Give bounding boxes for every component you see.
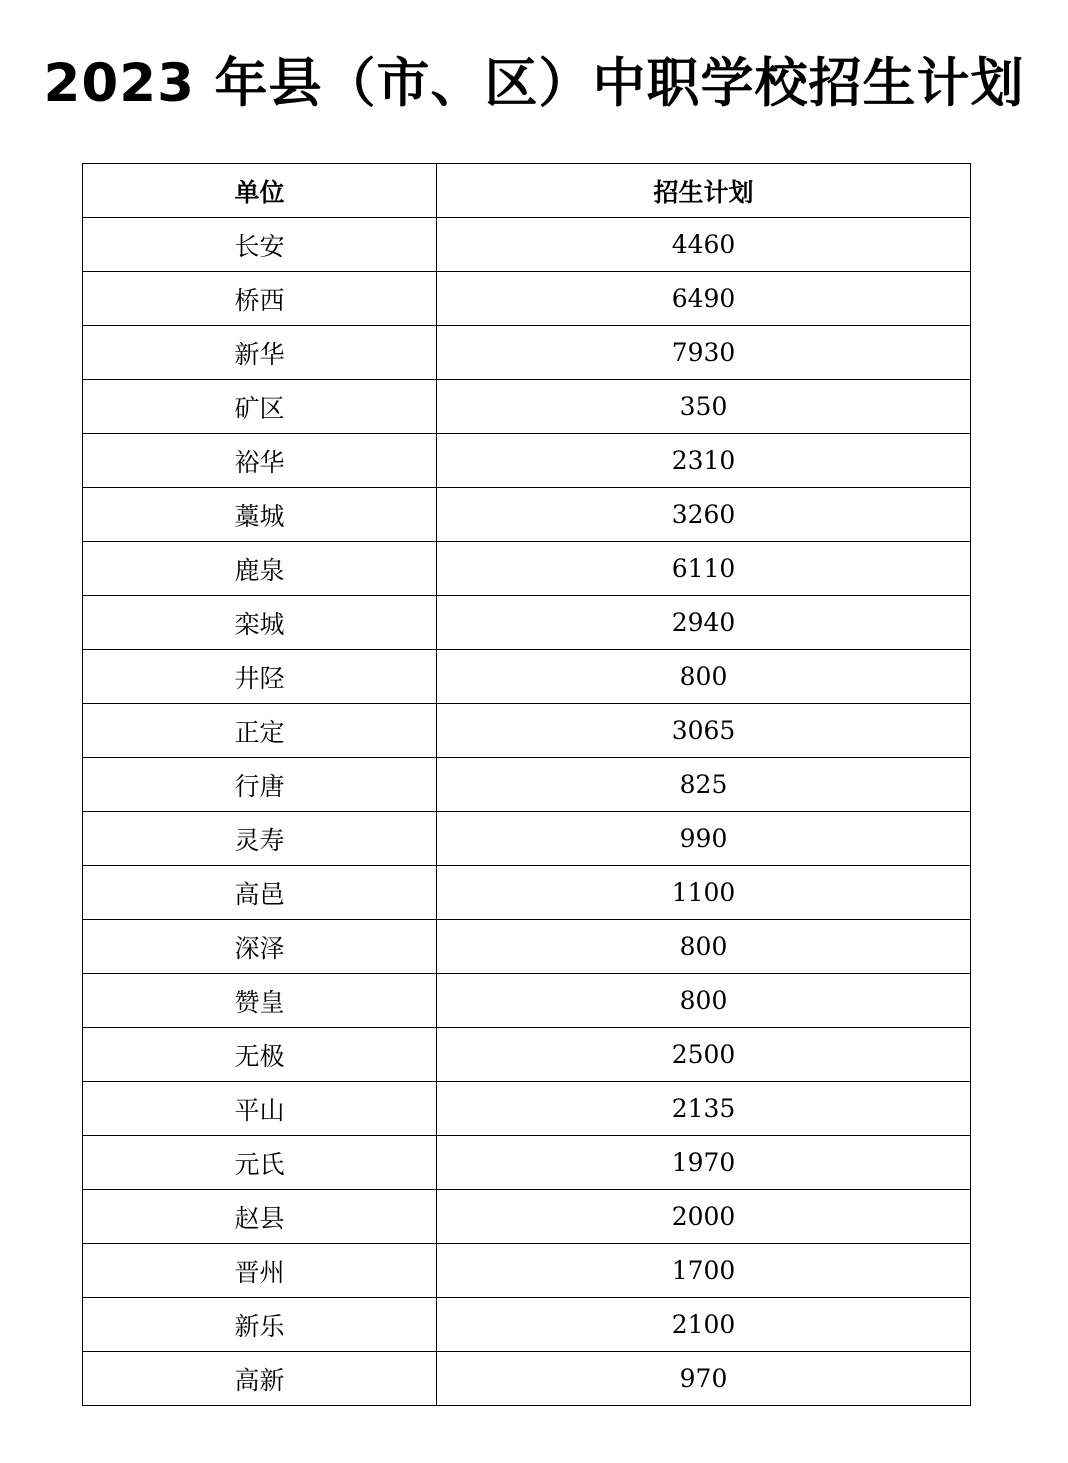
plan-cell: 3260 (437, 488, 971, 542)
table-row (83, 542, 971, 596)
unit-cell: 灵寿 (83, 812, 437, 866)
plan-cell: 800 (437, 920, 971, 974)
plan-cell: 970 (437, 1352, 971, 1406)
table-row (83, 596, 971, 650)
unit-cell: 井陉 (83, 650, 437, 704)
plan-cell: 7930 (437, 326, 971, 380)
unit-cell: 长安 (83, 218, 437, 272)
plan-cell: 4460 (437, 218, 971, 272)
unit-cell: 裕华 (83, 434, 437, 488)
plan-cell: 6110 (437, 542, 971, 596)
table-row (83, 974, 971, 1028)
table-row (83, 272, 971, 326)
column-header-unit: 单位 (83, 164, 437, 218)
table-row (83, 866, 971, 920)
table-row (83, 704, 971, 758)
unit-cell: 藁城 (83, 488, 437, 542)
unit-cell: 正定 (83, 704, 437, 758)
table-row (83, 812, 971, 866)
table-row (83, 1244, 971, 1298)
unit-cell: 高邑 (83, 866, 437, 920)
table-row (83, 1190, 971, 1244)
plan-cell: 2940 (437, 596, 971, 650)
plan-cell: 2500 (437, 1028, 971, 1082)
enrollment-plan-table (82, 163, 971, 1406)
table-row (83, 650, 971, 704)
page-title: 2023 年县（市、区）中职学校招生计划 (43, 53, 1025, 114)
unit-cell: 赞皇 (83, 974, 437, 1028)
table-row (83, 1028, 971, 1082)
table-header-row (83, 164, 971, 218)
unit-cell: 高新 (83, 1352, 437, 1406)
table-row (83, 488, 971, 542)
plan-cell: 2100 (437, 1298, 971, 1352)
plan-cell: 825 (437, 758, 971, 812)
plan-cell: 800 (437, 974, 971, 1028)
plan-cell: 990 (437, 812, 971, 866)
unit-cell: 赵县 (83, 1190, 437, 1244)
plan-cell: 2135 (437, 1082, 971, 1136)
plan-cell: 2000 (437, 1190, 971, 1244)
table-row (83, 758, 971, 812)
table-row (83, 1352, 971, 1406)
unit-cell: 桥西 (83, 272, 437, 326)
table-row (83, 380, 971, 434)
column-header-plan: 招生计划 (437, 164, 971, 218)
table-row (83, 1298, 971, 1352)
unit-cell: 深泽 (83, 920, 437, 974)
unit-cell: 新华 (83, 326, 437, 380)
table-row (83, 1082, 971, 1136)
unit-cell: 晋州 (83, 1244, 437, 1298)
plan-cell: 3065 (437, 704, 971, 758)
table-row (83, 1136, 971, 1190)
unit-cell: 新乐 (83, 1298, 437, 1352)
plan-cell: 1100 (437, 866, 971, 920)
unit-cell: 平山 (83, 1082, 437, 1136)
table-row (83, 218, 971, 272)
plan-cell: 2310 (437, 434, 971, 488)
unit-cell: 元氏 (83, 1136, 437, 1190)
table-row (83, 326, 971, 380)
plan-cell: 1700 (437, 1244, 971, 1298)
unit-cell: 鹿泉 (83, 542, 437, 596)
unit-cell: 行唐 (83, 758, 437, 812)
plan-cell: 800 (437, 650, 971, 704)
unit-cell: 无极 (83, 1028, 437, 1082)
unit-cell: 矿区 (83, 380, 437, 434)
plan-cell: 6490 (437, 272, 971, 326)
plan-cell: 350 (437, 380, 971, 434)
table-row (83, 920, 971, 974)
table-row (83, 434, 971, 488)
plan-cell: 1970 (437, 1136, 971, 1190)
unit-cell: 栾城 (83, 596, 437, 650)
